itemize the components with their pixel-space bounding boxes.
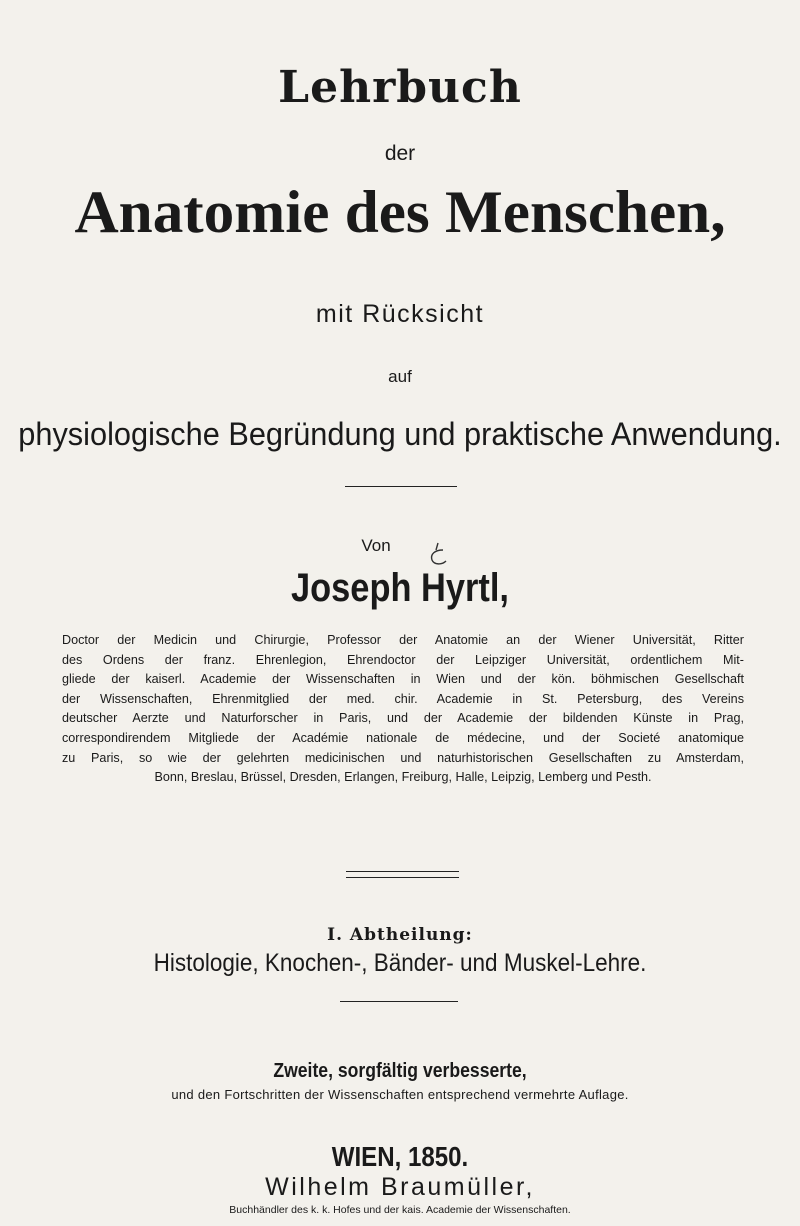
subtitle: physiologische Begründung und praktische Anwendung. [18,416,782,452]
section-subject: Histologie, Knochen-, Bänder- und Muskel-Lehre. [153,949,647,977]
edition-statement: Zweite, sorgfältig verbesserte, [273,1060,527,1082]
section-heading: I. Abtheilung: [327,925,473,945]
credentials-line: Bonn, Breslau, Brüssel, Dresden, Erlangen, Freiburg, Halle, Leipzig, Lemberg und Pesth. [154,770,652,785]
publisher-name: Wilhelm Braumüller, [265,1173,535,1201]
main-title: Anatomie des Menschen, [74,179,726,245]
credentials-line: correspondirendem Mitgliede der Académie nationale de médecine, und der Societé anatomique [62,730,744,745]
ink-mark-icon [427,541,449,567]
header-lehrbuch: Lehrbuch [278,62,522,113]
credentials-line: zu Paris, so wie der gelehrten medicinischen und naturhistorischen Gesellschaften zu Amsterdam, [62,750,744,765]
imprint-place-year: WIEN, 1850. [331,1141,469,1172]
divider-rule [340,1001,458,1002]
publisher-description: Buchhändler des k. k. Hofes und der kais. Academie der Wissenschaften. [229,1204,571,1216]
author-credentials [62,631,744,788]
line-mit-ruecksicht: mit Rücksicht [315,300,485,328]
word-auf: auf [388,367,412,386]
credentials-line: des Ordens der franz. Ehrenlegion, Ehrendoctor der Leipziger Universität, ordentlichem Mit- [62,652,744,667]
divider-rule [345,486,457,487]
word-von: Von [361,536,391,555]
credentials-line: gliede der kaiserl. Academie der Wissenschaften in Wien und der kön. böhmischen Gesellschaft [62,672,744,687]
author-name: Joseph Hyrtl, [291,566,509,610]
edition-note: und den Fortschritten der Wissenschaften entsprechend vermehrte Auflage. [171,1087,629,1102]
credentials-line: Doctor der Medicin und Chirurgie, Professor der Anatomie an der Wiener Universität, Ritter [62,633,744,647]
credentials-line: der Wissenschaften, Ehrenmitglied der med. chir. Academie in St. Petersburg, des Vereins [62,691,744,706]
word-der: der [384,142,416,165]
credentials-line: deutscher Aerzte und Naturforscher in Paris, und der Academie der bildenden Künste in Prag, [62,711,744,726]
double-rule-bottom [346,877,459,878]
double-rule-top [346,871,459,872]
